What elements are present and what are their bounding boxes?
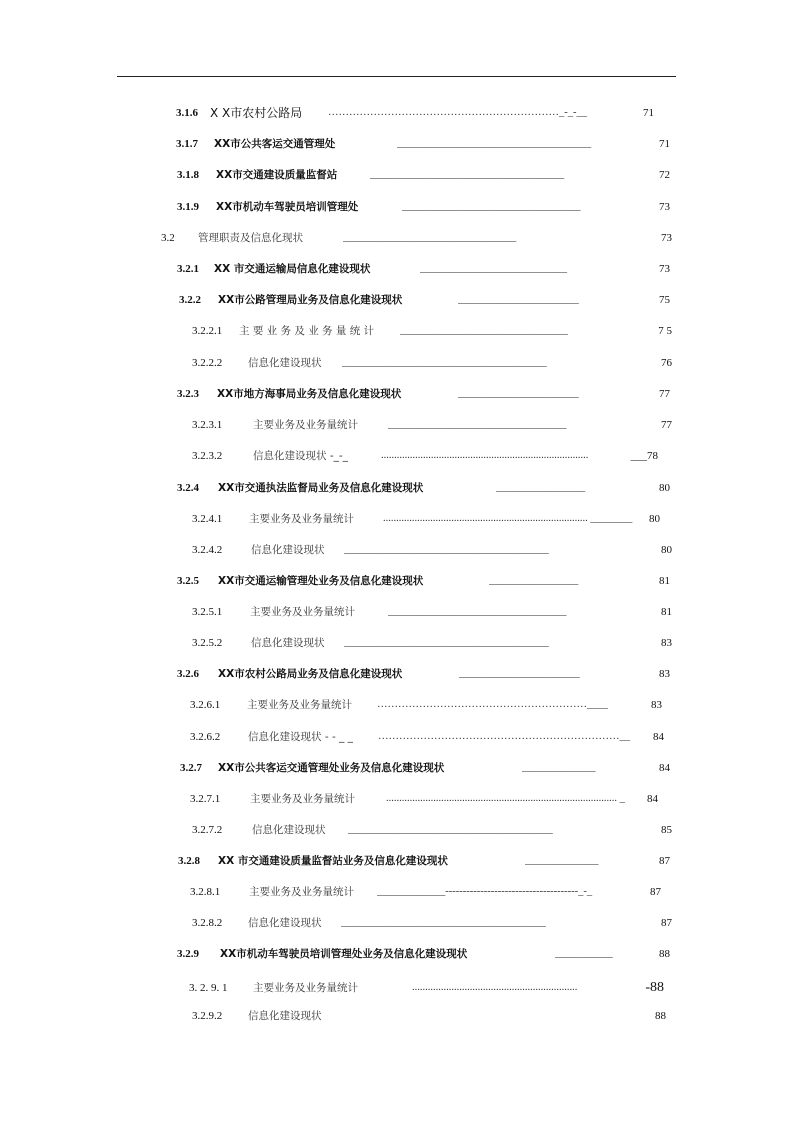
toc-entry-3-2-3-1[interactable] (0, 414, 793, 436)
toc-entry-leader: ___________ (555, 948, 613, 959)
toc-entry-leader: _____________________________________ (370, 169, 565, 180)
toc-entry-page: 83 (661, 637, 672, 649)
toc-entry-title: 主要业务及业务量统计 (249, 513, 354, 525)
toc-entry-leader: _______________________________________ (348, 824, 553, 835)
toc-entry-3-2-9-1[interactable] (0, 977, 793, 999)
toc-entry-3-2-7-2[interactable] (0, 819, 793, 841)
toc-entry-leader: _________________________________ (343, 232, 517, 243)
toc-entry-3-2-8-1[interactable] (0, 881, 793, 903)
toc-entry-3-2-6-1[interactable] (0, 694, 793, 716)
toc-entry-leader: ______________ (525, 855, 599, 866)
toc-entry-title: 信息化建设现状 (248, 357, 322, 369)
toc-entry-page: 77 (659, 388, 670, 400)
toc-entry-title: 主要业务及业务量统计 (247, 699, 352, 711)
toc-entry-3-2-7-1[interactable] (0, 788, 793, 810)
toc-entry-number: 3.2.3.2 (192, 450, 223, 462)
toc-entry-3-2-1[interactable] (0, 258, 793, 280)
toc-entry-page: 71 (659, 138, 670, 150)
toc-entry-leader: .............................................................................. ________ (383, 513, 633, 524)
toc-entry-page: 72 (659, 169, 670, 181)
toc-entry-page: ___78 (630, 450, 658, 462)
toc-entry-3-2-7[interactable] (0, 757, 793, 779)
toc-entry-title: XX市机动车驾驶员培训管理处 (216, 201, 359, 213)
toc-entry-number: 3.2.8.2 (192, 917, 223, 929)
toc-entry-3-2-6[interactable] (0, 663, 793, 685)
toc-entry-page: 88 (659, 948, 670, 960)
toc-entry-number: 3. 2. 9. 1 (189, 982, 228, 994)
toc-entry-number: 3.2.9 (177, 948, 199, 960)
toc-entry-number: 3.2.5.2 (192, 637, 223, 649)
toc-entry-title: 信息化建设现状 (248, 1010, 322, 1022)
toc-entry-3-2-5[interactable] (0, 570, 793, 592)
toc-entry-leader: _______________________ (458, 388, 579, 399)
toc-entry-3-2-4[interactable] (0, 477, 793, 499)
toc-entry-title: XX市公路管理局业务及信息化建设现状 (218, 294, 403, 306)
toc-entry-page: 75 (659, 294, 670, 306)
toc-entry-number: 3.2.5.1 (192, 606, 223, 618)
toc-entry-title: XX市公共客运交通管理处 (214, 138, 336, 150)
toc-entry-3-2[interactable] (0, 227, 793, 249)
toc-entry-page: 80 (661, 544, 672, 556)
toc-entry-title: XX市机动车驾驶员培训管理处业务及信息化建设现状 (220, 948, 468, 960)
toc-entry-leader: __________________________________ (402, 201, 581, 212)
toc-entry-page: 85 (661, 824, 672, 836)
toc-entry-title: 管理职责及信息化现状 (198, 232, 303, 244)
toc-entry-title: X X市农村公路局 (210, 106, 303, 120)
toc-entry-number: 3.2.2.2 (192, 357, 223, 369)
toc-entry-title: 主 要 业 务 及 业 务 量 统 计 (239, 325, 375, 337)
toc-entry-number: 3.2.7.1 (190, 793, 221, 805)
toc-entry-leader: ........................................................................................ _ (386, 793, 625, 804)
toc-entry-title: 信息化建设现状 - - _ _ (248, 731, 353, 743)
toc-entry-3-1-6[interactable] (0, 102, 793, 124)
toc-entry-page: 83 (651, 699, 662, 711)
toc-entry-number: 3.1.9 (177, 201, 199, 213)
toc-entry-page: 87 (661, 917, 672, 929)
toc-entry-page: 71 (643, 107, 654, 119)
toc-entry-3-2-3-2[interactable] (0, 445, 793, 467)
toc-entry-leader: …………………………………………………………_-_-__ (328, 107, 587, 118)
toc-entry-page: 80 (659, 482, 670, 494)
toc-entry-leader: _________________ (489, 575, 579, 586)
toc-entry-page: 87 (659, 855, 670, 867)
toc-entry-number: 3.2.7.2 (192, 824, 223, 836)
toc-entry-3-2-5-2[interactable] (0, 632, 793, 654)
toc-entry-leader: ______________ (522, 762, 596, 773)
toc-entry-title: 主要业务及业务量统计 (250, 793, 355, 805)
toc-entry-leader: _______________________________________ (344, 637, 549, 648)
toc-entry-leader: _______________________________________ (344, 544, 549, 555)
toc-entry-3-2-6-2[interactable] (0, 726, 793, 748)
toc-entry-page: 84 (653, 731, 664, 743)
toc-entry-leader: _____________________________________ (397, 138, 592, 149)
toc-entry-3-2-8-2[interactable] (0, 912, 793, 934)
toc-entry-number: 3.2.2.1 (192, 325, 223, 337)
toc-entry-page: 81 (659, 575, 670, 587)
toc-entry-leader: ............................................................................... (381, 450, 589, 461)
toc-entry-number: 3.1.7 (176, 138, 198, 150)
toc-entry-number: 3.2.4.1 (192, 513, 223, 525)
toc-entry-3-2-4-2[interactable] (0, 539, 793, 561)
toc-entry-title: 信息化建设现状 (248, 917, 322, 929)
toc-entry-number: 3.2.2 (179, 294, 201, 306)
toc-entry-number: 3.2.9.2 (192, 1010, 223, 1022)
header-rule (117, 76, 676, 77)
toc-entry-title: 主要业务及业务量统计 (253, 982, 358, 994)
toc-entry-leader: _______________________ (459, 668, 580, 679)
toc-entry-title: XX市交通建设质量监督站 (216, 169, 338, 181)
toc-entry-title: 主要业务及业务量统计 (250, 606, 355, 618)
toc-entry-title: 主要业务及业务量统计 (249, 886, 354, 898)
toc-entry-page: 84 (647, 793, 658, 805)
toc-entry-3-1-8[interactable] (0, 164, 793, 186)
toc-entry-title: XX市交通执法监督局业务及信息化建设现状 (218, 482, 424, 494)
toc-entry-leader: ____________________________ (420, 263, 567, 274)
toc-entry-leader: ________________________________ (400, 325, 568, 336)
toc-entry-leader: __________________________________ (388, 419, 567, 430)
toc-entry-3-2-8[interactable] (0, 850, 793, 872)
toc-entry-3-2-3[interactable] (0, 383, 793, 405)
toc-entry-leader: ……………………………………………………____ (377, 699, 608, 710)
toc-entry-page: 84 (659, 762, 670, 774)
toc-entry-page: 73 (661, 232, 672, 244)
toc-entry-number: 3.2.4 (177, 482, 199, 494)
toc-entry-title: XX市地方海事局业务及信息化建设现状 (217, 388, 402, 400)
toc-entry-page: 81 (661, 606, 672, 618)
toc-entry-page: 73 (659, 201, 670, 213)
toc-entry-title: 信息化建设现状 (252, 824, 326, 836)
toc-entry-page: 80 (649, 513, 660, 525)
toc-entry-page: 7 5 (658, 325, 672, 337)
toc-entry-3-1-7[interactable] (0, 133, 793, 155)
toc-entry-leader: _______________________________________ (342, 357, 547, 368)
toc-entry-leader: ……………………………………………………………__ (378, 731, 630, 742)
toc-entry-leader: _______________________________________ (341, 917, 546, 928)
toc-entry-title: 信息化建设现状 (251, 544, 325, 556)
toc-entry-title: XX市交通运输管理处业务及信息化建设现状 (218, 575, 424, 587)
toc-entry-page: 88 (655, 1010, 666, 1022)
toc-entry-leader: _______________________ (458, 294, 579, 305)
toc-entry-3-2-9[interactable] (0, 943, 793, 965)
toc-entry-number: 3.2.8.1 (190, 886, 221, 898)
toc-entry-number: 3.2.6.2 (190, 731, 221, 743)
toc-entry-number: 3.2.5 (177, 575, 199, 587)
toc-entry-title: 信息化建设现状 (251, 637, 325, 649)
toc-entry-number: 3.2.7 (180, 762, 202, 774)
toc-entry-3-1-9[interactable] (0, 196, 793, 218)
toc-entry-page: 83 (659, 668, 670, 680)
toc-entry-page: -88 (645, 980, 664, 995)
toc-entry-3-2-9-2[interactable] (0, 1005, 793, 1027)
toc-entry-title: XX 市交通建设质量监督站业务及信息化建设现状 (218, 855, 448, 867)
toc-entry-title: 主要业务及业务量统计 (253, 419, 358, 431)
toc-entry-leader: __________________________________ (388, 606, 567, 617)
toc-entry-3-2-2-1[interactable] (0, 320, 793, 342)
toc-entry-number: 3.2.6 (177, 668, 199, 680)
toc-entry-number: 3.1.6 (176, 107, 198, 119)
toc-entry-title: XX市公共客运交通管理处业务及信息化建设现状 (218, 762, 445, 774)
toc-entry-title: 信息化建设现状 -_-_ (253, 450, 348, 462)
toc-entry-number: 3.2.4.2 (192, 544, 223, 556)
toc-entry-number: 3.2.3.1 (192, 419, 223, 431)
toc-entry-number: 3.1.8 (177, 169, 199, 181)
toc-entry-page: 76 (661, 357, 672, 369)
toc-entry-3-2-4-1[interactable] (0, 508, 793, 530)
toc-entry-number: 3.2.3 (177, 388, 199, 400)
toc-entry-page: 73 (659, 263, 670, 275)
toc-entry-title: XX市农村公路局业务及信息化建设现状 (218, 668, 403, 680)
toc-entry-3-2-2[interactable] (0, 289, 793, 311)
toc-entry-page: 87 (650, 886, 661, 898)
toc-entry-number: 3.2.8 (178, 855, 200, 867)
toc-entry-title: XX 市交通运输局信息化建设现状 (214, 263, 371, 275)
toc-entry-number: 3.2.6.1 (190, 699, 221, 711)
toc-entry-leader: _____________--------------------------------------_-_ (377, 886, 593, 897)
toc-entry-page: 77 (661, 419, 672, 431)
toc-entry-3-2-2-2[interactable] (0, 352, 793, 374)
toc-entry-3-2-5-1[interactable] (0, 601, 793, 623)
toc-entry-number: 3.2.1 (177, 263, 199, 275)
toc-entry-leader: ............................................................... (412, 982, 578, 993)
toc-entry-leader: _________________ (496, 482, 586, 493)
toc-entry-number: 3.2 (161, 232, 175, 244)
